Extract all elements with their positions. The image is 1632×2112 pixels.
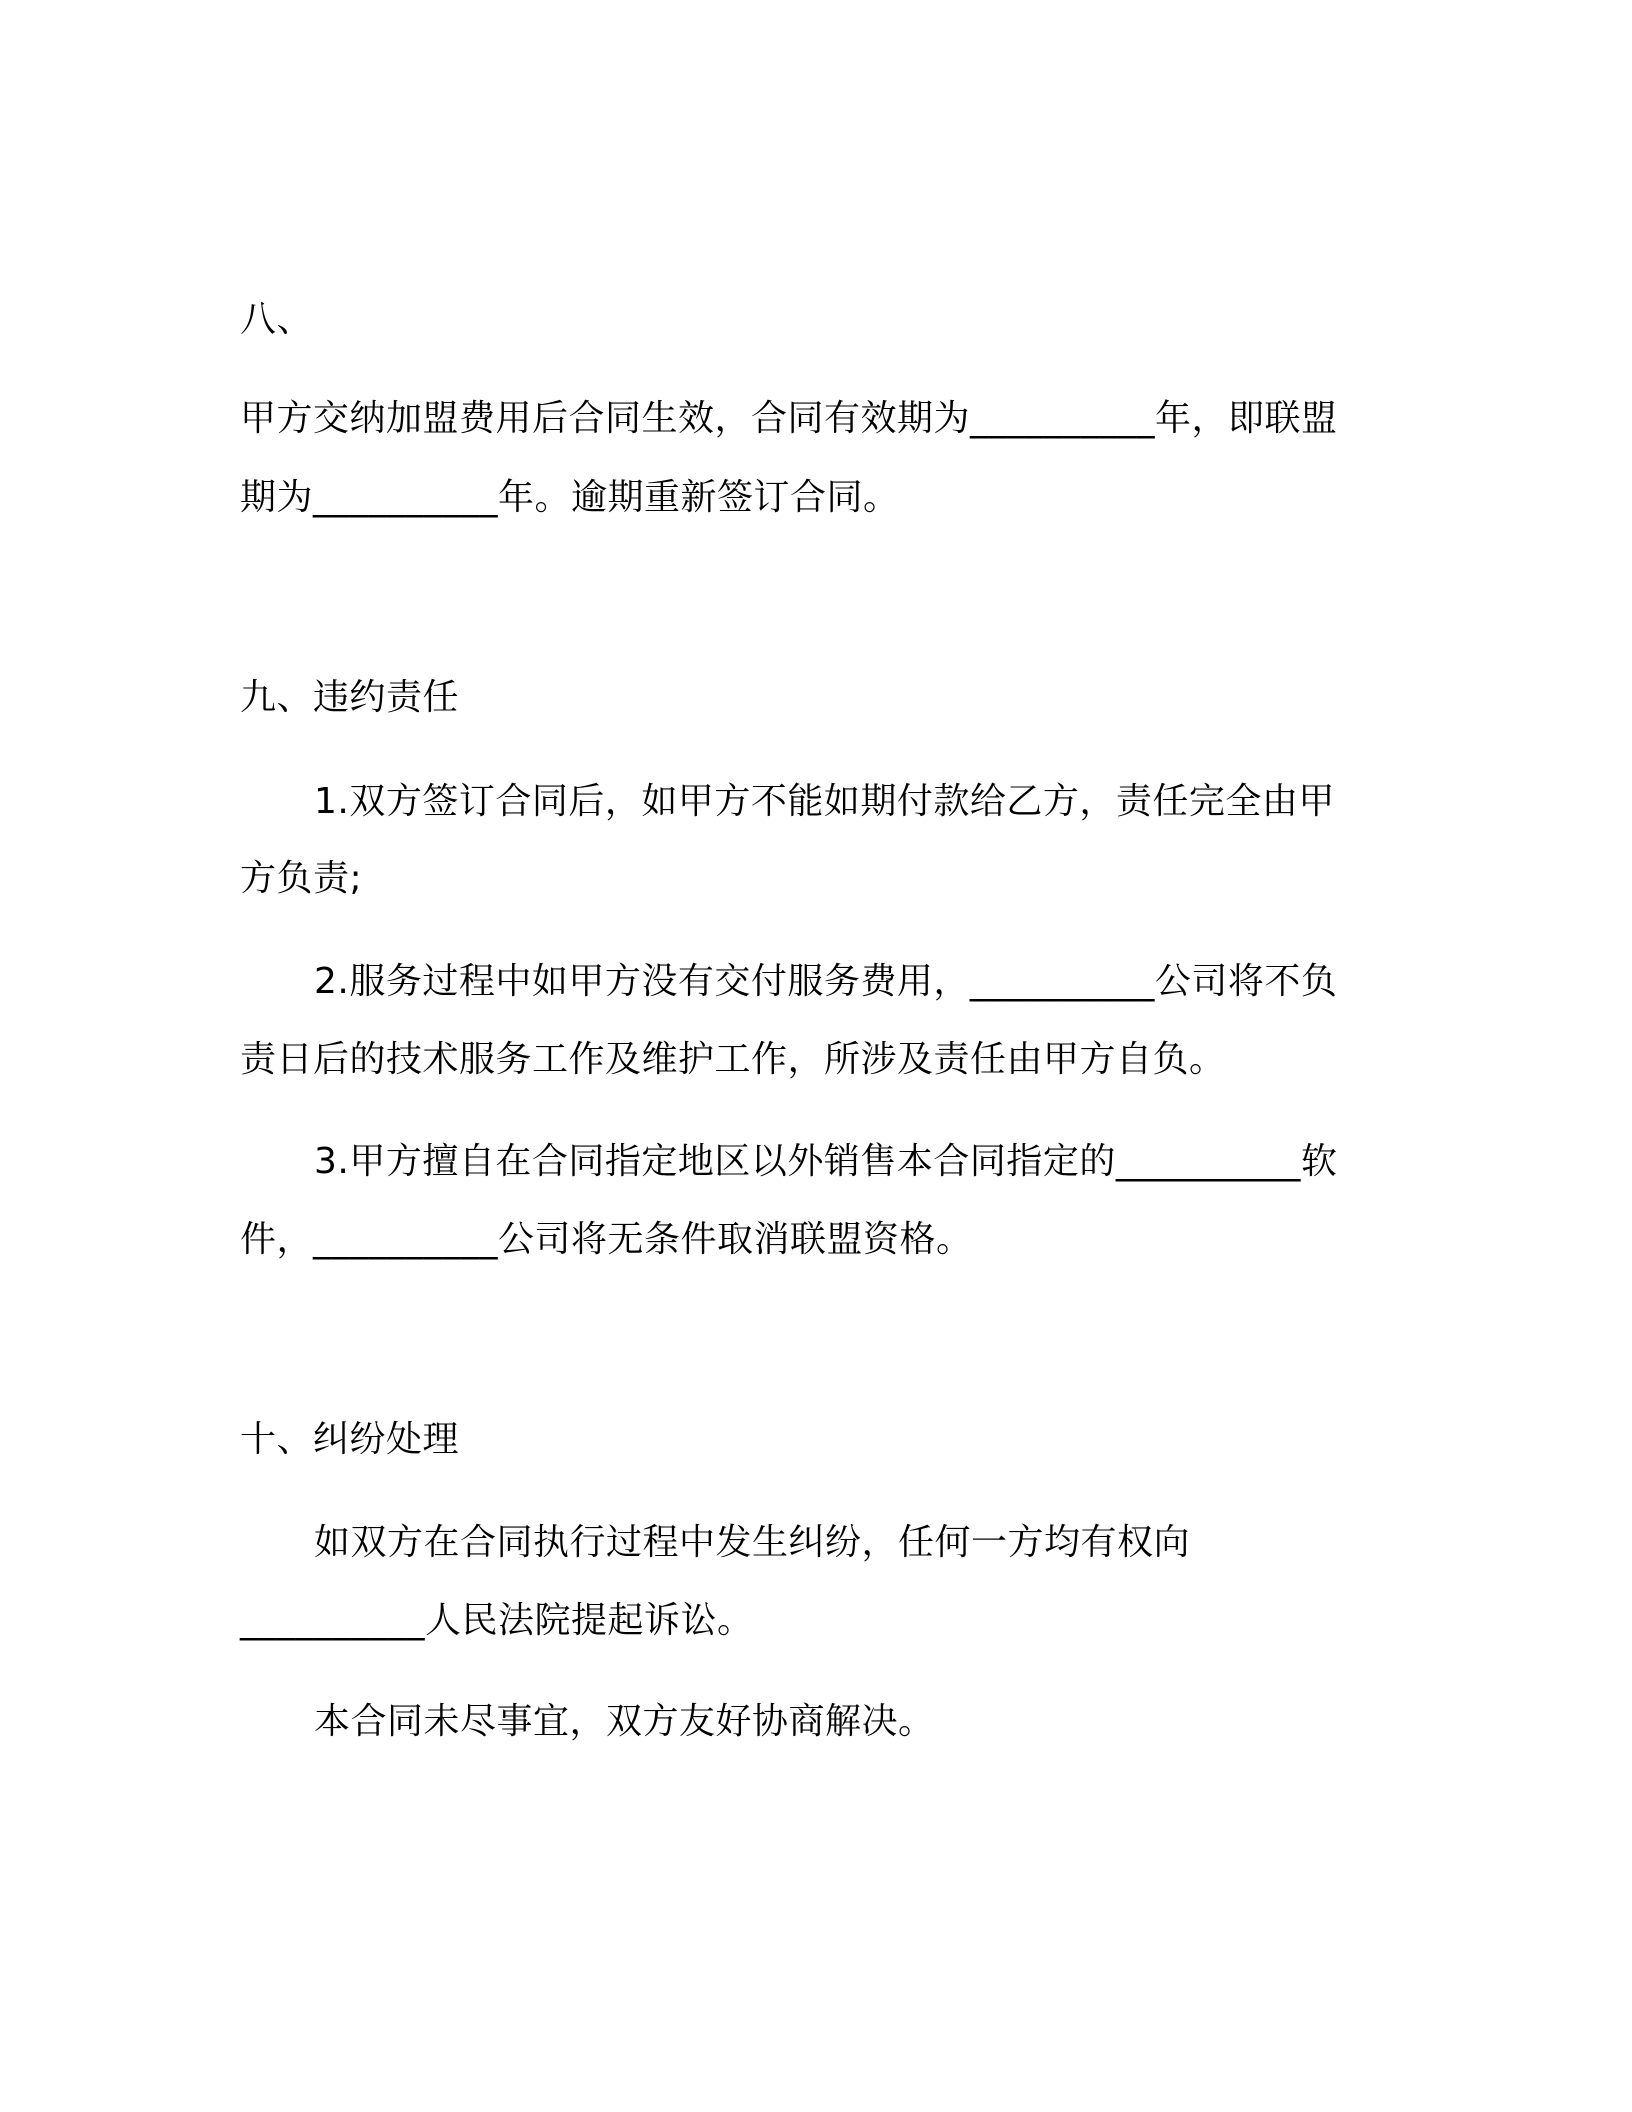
section-10-line-1: 如双方在合同执行过程中发生纠纷，任何一方均有权向 [314,1522,1191,1563]
section-8-line-2: 期为__________年。逾期重新签订合同。 [240,477,900,518]
clause-9-2-line-1: 2.服务过程中如甲方没有交付服务费用，__________公司将不负 [314,961,1338,1002]
clause-9-1-line-1: 1.双方签订合同后，如甲方不能如期付款给乙方，责任完全由甲 [314,781,1335,822]
document-page [240,0,1360,2112]
section-10-line-2: __________人民法院提起诉讼。 [240,1600,754,1641]
section-8-line-1: 甲方交纳加盟费用后合同生效，合同有效期为__________年，即联盟 [240,398,1338,439]
clause-9-2-line-2: 责日后的技术服务工作及维护工作，所涉及责任由甲方自负。 [240,1039,1226,1080]
clause-9-3-line-2: 件，__________公司将无条件取消联盟资格。 [240,1219,973,1260]
clause-9-1-line-2: 方负责; [240,858,363,899]
section-heading-9: 九、违约责任 [240,677,460,718]
section-heading-8: 八、 [240,299,314,340]
section-10-line-3: 本合同未尽事宜，双方友好协商解决。 [314,1701,935,1742]
section-heading-10: 十、纠纷处理 [240,1419,460,1460]
clause-9-3-line-1: 3.甲方擅自在合同指定地区以外销售本合同指定的__________软 [314,1141,1338,1182]
